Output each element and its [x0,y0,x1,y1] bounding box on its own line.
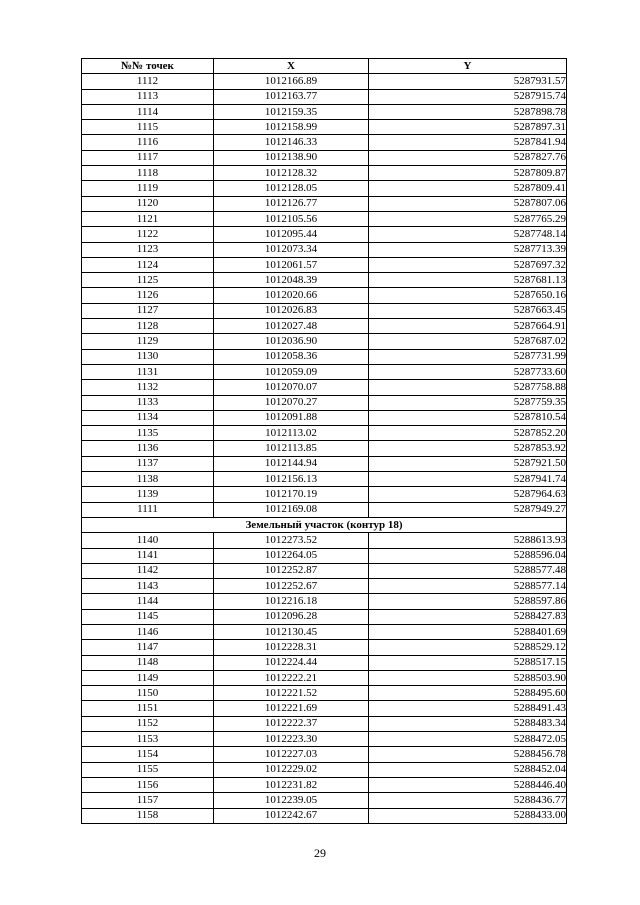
point-number-cell: 1133 [82,395,214,410]
x-coordinate-cell: 1012096.28 [214,609,369,624]
x-coordinate-cell: 1012227.03 [214,747,369,762]
x-coordinate-cell: 1012146.33 [214,135,369,150]
table-row [82,273,567,288]
point-number-cell: 1136 [82,441,214,456]
y-coordinate-cell: 5288517.15 [369,655,567,670]
table-row [82,288,567,303]
point-number-cell: 1121 [82,211,214,226]
point-number-cell: 1155 [82,762,214,777]
table-row [82,74,567,89]
x-coordinate-cell: 1012221.52 [214,686,369,701]
table-row [82,762,567,777]
x-coordinate-cell: 1012091.88 [214,410,369,425]
table-row [82,380,567,395]
y-coordinate-cell: 5288456.78 [369,747,567,762]
y-coordinate-cell: 5287748.14 [369,227,567,242]
x-coordinate-cell: 1012216.18 [214,594,369,609]
point-number-cell: 1154 [82,747,214,762]
x-coordinate-cell: 1012252.87 [214,563,369,578]
y-coordinate-cell: 5287731.99 [369,349,567,364]
point-number-cell: 1112 [82,74,214,89]
x-coordinate-cell: 1012130.45 [214,624,369,639]
point-number-cell: 1111 [82,502,214,517]
table-row [82,716,567,731]
point-number-cell: 1151 [82,701,214,716]
point-number-cell: 1143 [82,579,214,594]
x-coordinate-cell: 1012239.05 [214,793,369,808]
table-row [82,548,567,563]
table-row [82,349,567,364]
x-coordinate-cell: 1012273.52 [214,533,369,548]
table-row [82,732,567,747]
y-coordinate-cell: 5287827.76 [369,150,567,165]
table-row [82,364,567,379]
x-coordinate-cell: 1012159.35 [214,104,369,119]
y-coordinate-cell: 5287941.74 [369,472,567,487]
point-number-cell: 1144 [82,594,214,609]
y-coordinate-cell: 5287758.88 [369,380,567,395]
table-row [82,747,567,762]
point-number-cell: 1118 [82,166,214,181]
y-coordinate-cell: 5287733.60 [369,364,567,379]
x-coordinate-cell: 1012224.44 [214,655,369,670]
table-row [82,150,567,165]
table-row [82,334,567,349]
table-row [82,609,567,624]
y-coordinate-cell: 5287809.41 [369,181,567,196]
table-row [82,777,567,792]
point-number-cell: 1127 [82,303,214,318]
y-coordinate-cell: 5288401.69 [369,624,567,639]
table-row [82,487,567,502]
x-coordinate-cell: 1012070.27 [214,395,369,410]
point-number-cell: 1135 [82,426,214,441]
point-number-cell: 1131 [82,364,214,379]
x-coordinate-cell: 1012169.08 [214,502,369,517]
point-number-cell: 1153 [82,732,214,747]
table-row [82,472,567,487]
y-coordinate-cell: 5288427.83 [369,609,567,624]
point-number-cell: 1147 [82,640,214,655]
x-coordinate-cell: 1012113.02 [214,426,369,441]
x-coordinate-cell: 1012073.34 [214,242,369,257]
x-coordinate-cell: 1012252.67 [214,579,369,594]
table-row [82,808,567,823]
y-coordinate-cell: 5287810.54 [369,410,567,425]
y-coordinate-cell: 5288472.05 [369,732,567,747]
point-number-cell: 1114 [82,104,214,119]
table-row [82,242,567,257]
table-row [82,319,567,334]
table-row [82,120,567,135]
table-row [82,211,567,226]
table-row [82,686,567,701]
point-number-cell: 1129 [82,334,214,349]
point-number-cell: 1156 [82,777,214,792]
x-coordinate-cell: 1012061.57 [214,257,369,272]
x-coordinate-cell: 1012163.77 [214,89,369,104]
x-coordinate-cell: 1012048.39 [214,273,369,288]
y-coordinate-cell: 5287765.29 [369,211,567,226]
y-coordinate-cell: 5287664.91 [369,319,567,334]
y-coordinate-cell: 5288577.48 [369,563,567,578]
x-coordinate-cell: 1012058.36 [214,349,369,364]
y-coordinate-cell: 5288596.04 [369,548,567,563]
x-coordinate-cell: 1012264.05 [214,548,369,563]
point-number-cell: 1139 [82,487,214,502]
x-coordinate-cell: 1012222.37 [214,716,369,731]
y-coordinate-cell: 5288529.12 [369,640,567,655]
table-row [82,701,567,716]
table-row [82,166,567,181]
point-number-cell: 1132 [82,380,214,395]
point-number-cell: 1149 [82,670,214,685]
point-number-cell: 1117 [82,150,214,165]
x-coordinate-cell: 1012223.30 [214,732,369,747]
section-title: Земельный участок (контур 18) [82,517,567,532]
x-coordinate-cell: 1012095.44 [214,227,369,242]
y-coordinate-cell: 5287853.92 [369,441,567,456]
x-coordinate-cell: 1012170.19 [214,487,369,502]
x-coordinate-cell: 1012158.99 [214,120,369,135]
x-coordinate-cell: 1012144.94 [214,456,369,471]
y-coordinate-cell: 5288597.86 [369,594,567,609]
x-coordinate-cell: 1012128.05 [214,181,369,196]
table-row [82,655,567,670]
table-row [82,594,567,609]
y-coordinate-cell: 5288436.77 [369,793,567,808]
table-row [82,257,567,272]
y-coordinate-cell: 5288577.14 [369,579,567,594]
table-row [82,563,567,578]
table-row [82,456,567,471]
page-number: 29 [314,846,326,860]
x-coordinate-cell: 1012156.13 [214,472,369,487]
table-row [82,793,567,808]
coordinates-table [81,58,567,824]
y-coordinate-cell: 5287841.94 [369,135,567,150]
x-coordinate-cell: 1012105.56 [214,211,369,226]
table-row [82,670,567,685]
point-number-cell: 1142 [82,563,214,578]
point-number-cell: 1134 [82,410,214,425]
table-row [82,303,567,318]
point-number-cell: 1140 [82,533,214,548]
point-number-cell: 1148 [82,655,214,670]
y-coordinate-cell: 5288483.34 [369,716,567,731]
table-row [82,579,567,594]
y-coordinate-cell: 5288452.04 [369,762,567,777]
x-coordinate-cell: 1012027.48 [214,319,369,334]
table-row [82,640,567,655]
point-number-cell: 1145 [82,609,214,624]
y-coordinate-cell: 5287949.27 [369,502,567,517]
point-number-cell: 1128 [82,319,214,334]
header-point-number: №№ точек [82,59,214,74]
table-row [82,410,567,425]
y-coordinate-cell: 5288613.93 [369,533,567,548]
y-coordinate-cell: 5288491.43 [369,701,567,716]
y-coordinate-cell: 5287697.32 [369,257,567,272]
x-coordinate-cell: 1012036.90 [214,334,369,349]
header-y: Y [369,59,567,74]
table-row [82,426,567,441]
table-row [82,135,567,150]
y-coordinate-cell: 5287898.78 [369,104,567,119]
header-x: X [214,59,369,74]
table-row [82,89,567,104]
y-coordinate-cell: 5287897.31 [369,120,567,135]
table-row [82,196,567,211]
x-coordinate-cell: 1012070.07 [214,380,369,395]
point-number-cell: 1138 [82,472,214,487]
y-coordinate-cell: 5288433.00 [369,808,567,823]
y-coordinate-cell: 5287759.35 [369,395,567,410]
point-number-cell: 1150 [82,686,214,701]
table-row [82,104,567,119]
x-coordinate-cell: 1012166.89 [214,74,369,89]
section-row [82,517,567,532]
table-header-row [82,59,567,74]
x-coordinate-cell: 1012026.83 [214,303,369,318]
x-coordinate-cell: 1012138.90 [214,150,369,165]
x-coordinate-cell: 1012020.66 [214,288,369,303]
point-number-cell: 1119 [82,181,214,196]
y-coordinate-cell: 5287964.63 [369,487,567,502]
point-number-cell: 1115 [82,120,214,135]
table-row [82,624,567,639]
x-coordinate-cell: 1012059.09 [214,364,369,379]
y-coordinate-cell: 5287915.74 [369,89,567,104]
point-number-cell: 1123 [82,242,214,257]
y-coordinate-cell: 5287713.39 [369,242,567,257]
x-coordinate-cell: 1012228.31 [214,640,369,655]
x-coordinate-cell: 1012113.85 [214,441,369,456]
point-number-cell: 1141 [82,548,214,563]
point-number-cell: 1122 [82,227,214,242]
point-number-cell: 1124 [82,257,214,272]
y-coordinate-cell: 5287921.50 [369,456,567,471]
point-number-cell: 1126 [82,288,214,303]
y-coordinate-cell: 5287681.13 [369,273,567,288]
table-row [82,227,567,242]
point-number-cell: 1158 [82,808,214,823]
x-coordinate-cell: 1012231.82 [214,777,369,792]
point-number-cell: 1125 [82,273,214,288]
x-coordinate-cell: 1012126.77 [214,196,369,211]
y-coordinate-cell: 5287807.06 [369,196,567,211]
y-coordinate-cell: 5288446.40 [369,777,567,792]
point-number-cell: 1120 [82,196,214,211]
y-coordinate-cell: 5288495.60 [369,686,567,701]
y-coordinate-cell: 5287809.87 [369,166,567,181]
point-number-cell: 1116 [82,135,214,150]
y-coordinate-cell: 5288503.90 [369,670,567,685]
y-coordinate-cell: 5287931.57 [369,74,567,89]
table-row [82,502,567,517]
table-row [82,441,567,456]
x-coordinate-cell: 1012229.02 [214,762,369,777]
x-coordinate-cell: 1012221.69 [214,701,369,716]
point-number-cell: 1157 [82,793,214,808]
y-coordinate-cell: 5287687.02 [369,334,567,349]
x-coordinate-cell: 1012222.21 [214,670,369,685]
y-coordinate-cell: 5287650.16 [369,288,567,303]
x-coordinate-cell: 1012242.67 [214,808,369,823]
y-coordinate-cell: 5287663.45 [369,303,567,318]
table-row [82,533,567,548]
table-row [82,181,567,196]
point-number-cell: 1137 [82,456,214,471]
point-number-cell: 1152 [82,716,214,731]
table-body [82,74,567,824]
point-number-cell: 1130 [82,349,214,364]
point-number-cell: 1113 [82,89,214,104]
table-row [82,395,567,410]
point-number-cell: 1146 [82,624,214,639]
y-coordinate-cell: 5287852.20 [369,426,567,441]
x-coordinate-cell: 1012128.32 [214,166,369,181]
